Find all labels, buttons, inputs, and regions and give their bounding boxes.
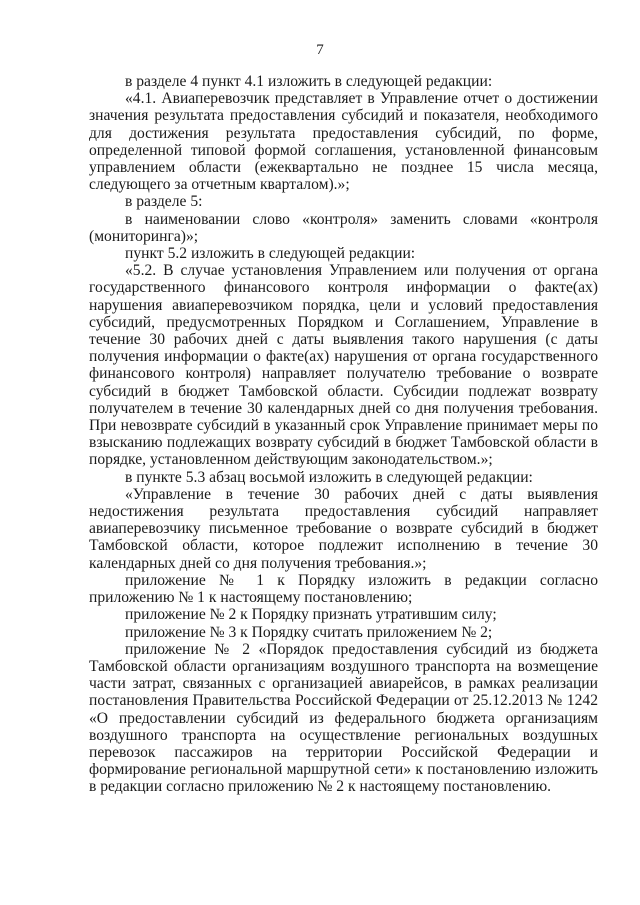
paragraph-section5-title-change: в наименовании слово «контроля» заменить словами «контроля (мониторинга)»; [89, 210, 598, 245]
document-body [89, 73, 598, 796]
page-number: 7 [316, 42, 324, 58]
paragraph-5-2-intro: пункт 5.2 изложить в следующей редакции: [125, 245, 416, 263]
paragraph-appendix-2-procedure: приложение № 2 «Порядок предоставления субсидий из бюджета Тамбовской области организациям воздушного транспорта на возмещение части затрат, связанных с организацией авиарейсов, в рамках реализации постановления Правительства Российской Федерации от 25.12.2013 № 1242 «О предоставлении субсидий из федерального бюджета организациям воздушного транспорта на осуществление региональных воздушных перевозок пассажиров на территории Российской Федерации и формирование региональной маршрутной сети» к постановлению изложить в редакции согласно приложению № 2 к настоящему постановлению. [89, 640, 598, 796]
paragraph-5-2: «5.2. В случае установления Управлением или получения от органа государственного финансового контроля информации о факте(ах) нарушения авиаперевозчиком порядка, цели и условий предоставления субсидий, предусмотренных Порядком и Соглашением, Управление в течение 30 рабочих дней с даты выявления такого нарушения (с даты получения информации о факте(ах) нарушения от органа государственного финансового контроля) направляет получателю требование о возврате субсидий в бюджет Тамбовской области. Субсидии подлежат возврату получателем в течение 30 календарных дней со дня получения требования. При невозврате субсидий в указанный срок Управление принимает меры по взысканию подлежащих возврату субсидий в бюджет Тамбовской области в порядке, установленном действующим законодательством.»; [89, 262, 598, 469]
paragraph-section4-intro: в разделе 4 пункт 4.1 изложить в следующей редакции: [125, 73, 493, 90]
paragraph-appendix-1: приложение № 1 к Порядку изложить в редакции согласно приложению № 1 к настоящему постановлению; [89, 571, 598, 607]
paragraph-appendix-2: приложение № 2 к Порядку признать утратившим силу; [125, 606, 497, 624]
paragraph-5-3: «Управление в течение 30 рабочих дней с даты выявления недостижения результата предоставления субсидий направляет авиаперевозчику письменное требование о возврате субсидий в бюджет Тамбовской области, которое подлежит исполнению в течение 30 календарных дней со дня получения требования.»; [89, 485, 598, 572]
paragraph-4-1: «4.1. Авиаперевозчик представляет в Управление отчет о достижении значения результата предоставления субсидий и показателя, необходимого для достижения результата предоставления субсидий, по форме, определенной типовой формой соглашения, установленной финансовым управлением области (ежеквартально не позднее 15 числа месяца, следующего за отчетным кварталом).»; [89, 90, 598, 194]
paragraph-appendix-3: приложение № 3 к Порядку считать приложением № 2; [125, 623, 493, 641]
paragraph-section5-intro: в разделе 5: [125, 193, 203, 211]
paragraph-5-3-intro: в пункте 5.3 абзац восьмой изложить в следующей редакции: [125, 468, 533, 486]
